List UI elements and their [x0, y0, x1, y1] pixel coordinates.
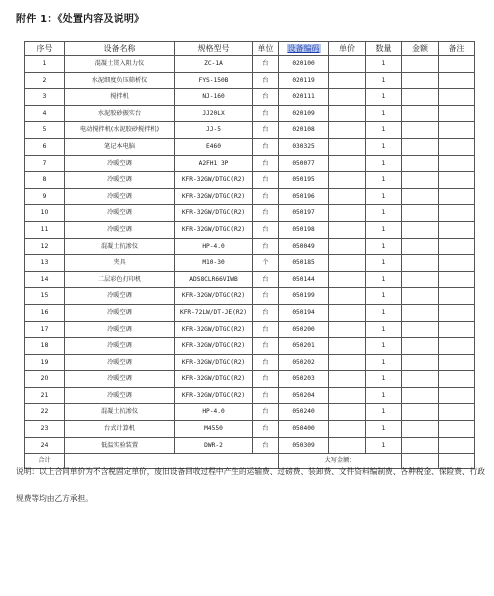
- cell-index: 18: [25, 338, 65, 355]
- cell-model: HP-4.0: [175, 238, 253, 255]
- cell-quantity: 1: [366, 371, 402, 388]
- cell-index: 10: [25, 205, 65, 222]
- cell-quantity: 1: [366, 138, 402, 155]
- cell-unit: 台: [253, 338, 279, 355]
- cell-model: KFR-32GW/DTGC(R2): [175, 221, 253, 238]
- cell-remarks: [439, 205, 475, 222]
- cell-quantity: 1: [366, 321, 402, 338]
- cell-amount: [402, 387, 439, 404]
- cell-device-code: 050195: [279, 172, 329, 189]
- table-row: [25, 122, 475, 139]
- cell-device-name: 冷暖空调: [65, 221, 175, 238]
- cell-model: ZC-1A: [175, 56, 253, 73]
- cell-device-code: 050144: [279, 271, 329, 288]
- cell-device-code: 050400: [279, 421, 329, 438]
- cell-unit: 台: [253, 421, 279, 438]
- total-amount-text: 大写金额：: [279, 454, 402, 469]
- cell-device-code: 050201: [279, 338, 329, 355]
- cell-unit: 台: [253, 387, 279, 404]
- cell-index: 14: [25, 271, 65, 288]
- cell-model: KFR-32GW/DTGC(R2): [175, 321, 253, 338]
- cell-device-code: 050240: [279, 404, 329, 421]
- cell-unit-price: [329, 238, 366, 255]
- attachment-heading: 附件 1：《处置内容及说明》: [16, 14, 145, 25]
- cell-quantity: 1: [366, 437, 402, 454]
- cell-unit: 台: [253, 238, 279, 255]
- cell-model: KFR-32GW/DTGC(R2): [175, 371, 253, 388]
- header-quantity: 数量: [366, 42, 402, 56]
- cell-index: 21: [25, 387, 65, 404]
- cell-unit: 台: [253, 105, 279, 122]
- cell-amount: [402, 288, 439, 305]
- cell-model: KFR-32GW/DTGC(R2): [175, 387, 253, 404]
- cell-amount: [402, 221, 439, 238]
- cell-index: 6: [25, 138, 65, 155]
- cell-unit-price: [329, 138, 366, 155]
- cell-quantity: 1: [366, 221, 402, 238]
- cell-quantity: 1: [366, 404, 402, 421]
- cell-amount: [402, 188, 439, 205]
- cell-remarks: [439, 304, 475, 321]
- table-row: [25, 238, 475, 255]
- cell-amount: [402, 105, 439, 122]
- cell-remarks: [439, 56, 475, 73]
- cell-unit: 台: [253, 138, 279, 155]
- cell-device-name: 水泥胶砂振实台: [65, 105, 175, 122]
- header-amount: 金额: [402, 42, 439, 56]
- cell-unit: 台: [253, 56, 279, 73]
- cell-amount: [402, 321, 439, 338]
- cell-unit: 台: [253, 304, 279, 321]
- header-device-code: [279, 42, 329, 56]
- cell-amount: [402, 155, 439, 172]
- cell-device-name: 冷暖空调: [65, 155, 175, 172]
- cell-remarks: [439, 271, 475, 288]
- cell-unit: 台: [253, 321, 279, 338]
- cell-amount: [402, 138, 439, 155]
- cell-unit-price: [329, 371, 366, 388]
- cell-amount: [402, 172, 439, 189]
- cell-device-code: 020108: [279, 122, 329, 139]
- cell-index: 11: [25, 221, 65, 238]
- cell-remarks: [439, 172, 475, 189]
- cell-quantity: 1: [366, 89, 402, 106]
- cell-index: 22: [25, 404, 65, 421]
- cell-index: 13: [25, 255, 65, 272]
- cell-remarks: [439, 321, 475, 338]
- cell-quantity: 1: [366, 105, 402, 122]
- table-row: [25, 354, 475, 371]
- header-remarks: 备注: [439, 42, 475, 56]
- table-row: [25, 371, 475, 388]
- cell-unit: 台: [253, 354, 279, 371]
- header-device-code-text: 设备编码: [287, 44, 320, 53]
- cell-device-name: 搅拌机: [65, 89, 175, 106]
- cell-device-name: 冷暖空调: [65, 387, 175, 404]
- cell-model: NJ-160: [175, 89, 253, 106]
- cell-amount: [402, 271, 439, 288]
- cell-device-code: 050194: [279, 304, 329, 321]
- cell-quantity: 1: [366, 421, 402, 438]
- cell-quantity: 1: [366, 72, 402, 89]
- cell-model: JJ20LX: [175, 105, 253, 122]
- cell-device-name: 电动搅拌机(水泥胶砂搅拌机): [65, 122, 175, 139]
- table-row: [25, 304, 475, 321]
- cell-unit: 台: [253, 172, 279, 189]
- cell-device-code: 050202: [279, 354, 329, 371]
- cell-model: KFR-72LW/DT-JE(R2): [175, 304, 253, 321]
- table-row: [25, 437, 475, 454]
- cell-quantity: 1: [366, 354, 402, 371]
- cell-unit-price: [329, 205, 366, 222]
- table-row: [25, 221, 475, 238]
- cell-amount: [402, 238, 439, 255]
- cell-unit-price: [329, 421, 366, 438]
- table-row: [25, 271, 475, 288]
- cell-unit-price: [329, 437, 366, 454]
- cell-unit-price: [329, 338, 366, 355]
- cell-quantity: 1: [366, 172, 402, 189]
- cell-amount: [402, 437, 439, 454]
- cell-amount: [402, 122, 439, 139]
- cell-model: KFR-32GW/DTGC(R2): [175, 188, 253, 205]
- cell-device-name: 冷暖空调: [65, 205, 175, 222]
- cell-unit: 台: [253, 404, 279, 421]
- cell-index: 4: [25, 105, 65, 122]
- cell-amount: [402, 421, 439, 438]
- cell-remarks: [439, 421, 475, 438]
- table-row: [25, 155, 475, 172]
- cell-remarks: [439, 338, 475, 355]
- cell-quantity: 1: [366, 304, 402, 321]
- cell-device-code: 050077: [279, 155, 329, 172]
- cell-model: KFR-32GW/DTGC(R2): [175, 338, 253, 355]
- cell-unit: 台: [253, 155, 279, 172]
- cell-quantity: 1: [366, 155, 402, 172]
- cell-unit-price: [329, 387, 366, 404]
- cell-amount: [402, 89, 439, 106]
- table-row: [25, 205, 475, 222]
- table-row: [25, 338, 475, 355]
- cell-remarks: [439, 105, 475, 122]
- table-row: [25, 89, 475, 106]
- cell-model: M10-30: [175, 255, 253, 272]
- cell-amount: [402, 56, 439, 73]
- cell-device-code: 020111: [279, 89, 329, 106]
- cell-unit: 台: [253, 221, 279, 238]
- cell-model: KFR-32GW/DTGC(R2): [175, 288, 253, 305]
- cell-unit: 台: [253, 122, 279, 139]
- cell-index: 5: [25, 122, 65, 139]
- cell-remarks: [439, 354, 475, 371]
- table-row: [25, 172, 475, 189]
- cell-device-code: 020100: [279, 56, 329, 73]
- cell-index: 20: [25, 371, 65, 388]
- cell-unit-price: [329, 89, 366, 106]
- cell-remarks: [439, 255, 475, 272]
- cell-device-name: 笔记本电脑: [65, 138, 175, 155]
- cell-amount: [402, 354, 439, 371]
- cell-device-code: 050309: [279, 437, 329, 454]
- explanation-note: 说明：以上合同单价为不含税固定单价，废旧设备回收过程中产生的运输费、过磅费、装卸费、文件资料编制费、各种税金、保险费、行政规费等均由乙方承担。: [16, 467, 485, 503]
- cell-device-name: 低温实验装置: [65, 437, 175, 454]
- cell-amount: [402, 338, 439, 355]
- cell-amount: [402, 404, 439, 421]
- cell-unit-price: [329, 105, 366, 122]
- cell-unit: 台: [253, 72, 279, 89]
- cell-index: 2: [25, 72, 65, 89]
- cell-remarks: [439, 155, 475, 172]
- cell-unit-price: [329, 304, 366, 321]
- cell-model: M4550: [175, 421, 253, 438]
- table-row: [25, 72, 475, 89]
- cell-unit-price: [329, 255, 366, 272]
- cell-unit-price: [329, 172, 366, 189]
- cell-index: 12: [25, 238, 65, 255]
- cell-index: 17: [25, 321, 65, 338]
- cell-device-code: 050198: [279, 221, 329, 238]
- cell-amount: [402, 304, 439, 321]
- header-unit: 单位: [253, 42, 279, 56]
- cell-index: 19: [25, 354, 65, 371]
- table-row: [25, 255, 475, 272]
- cell-quantity: 1: [366, 387, 402, 404]
- cell-amount: [402, 255, 439, 272]
- cell-index: 9: [25, 188, 65, 205]
- cell-quantity: 1: [366, 238, 402, 255]
- cell-quantity: 1: [366, 122, 402, 139]
- cell-device-name: 水泥细度负压筛析仪: [65, 72, 175, 89]
- cell-device-name: 冷暖空调: [65, 188, 175, 205]
- cell-device-name: 冷暖空调: [65, 172, 175, 189]
- header-model: 规格型号: [175, 42, 253, 56]
- cell-device-code: 050185: [279, 255, 329, 272]
- cell-remarks: [439, 238, 475, 255]
- cell-device-name: 混凝土贯入阻力仪: [65, 56, 175, 73]
- cell-unit-price: [329, 271, 366, 288]
- cell-remarks: [439, 138, 475, 155]
- table-row: [25, 56, 475, 73]
- cell-index: 16: [25, 304, 65, 321]
- cell-unit-price: [329, 155, 366, 172]
- cell-index: 8: [25, 172, 65, 189]
- cell-quantity: 1: [366, 56, 402, 73]
- cell-unit: 台: [253, 89, 279, 106]
- cell-device-code: 050204: [279, 387, 329, 404]
- cell-model: FYS-150B: [175, 72, 253, 89]
- cell-model: JJ-5: [175, 122, 253, 139]
- cell-unit-price: [329, 122, 366, 139]
- cell-unit: 台: [253, 271, 279, 288]
- cell-model: KFR-32GW/DTGC(R2): [175, 354, 253, 371]
- cell-device-name: 冷暖空调: [65, 338, 175, 355]
- cell-unit-price: [329, 72, 366, 89]
- table-header-row: [25, 42, 475, 56]
- table-row: [25, 288, 475, 305]
- disposal-table: [24, 41, 475, 469]
- cell-device-code: 050203: [279, 371, 329, 388]
- cell-remarks: [439, 188, 475, 205]
- cell-quantity: 1: [366, 271, 402, 288]
- cell-remarks: [439, 387, 475, 404]
- cell-remarks: [439, 72, 475, 89]
- table-row: [25, 387, 475, 404]
- cell-device-code: 050049: [279, 238, 329, 255]
- cell-index: 1: [25, 56, 65, 73]
- cell-device-code: 050199: [279, 288, 329, 305]
- cell-index: 7: [25, 155, 65, 172]
- cell-unit: 台: [253, 188, 279, 205]
- cell-remarks: [439, 89, 475, 106]
- cell-model: KFR-32GW/DTGC(R2): [175, 205, 253, 222]
- cell-quantity: 1: [366, 338, 402, 355]
- cell-remarks: [439, 404, 475, 421]
- cell-unit: 台: [253, 288, 279, 305]
- cell-unit-price: [329, 354, 366, 371]
- table-row: [25, 188, 475, 205]
- cell-remarks: [439, 288, 475, 305]
- cell-device-name: 冷暖空调: [65, 288, 175, 305]
- cell-unit-price: [329, 56, 366, 73]
- header-unit-price: 单价: [329, 42, 366, 56]
- cell-unit: 个: [253, 255, 279, 272]
- cell-unit-price: [329, 221, 366, 238]
- cell-quantity: 1: [366, 288, 402, 305]
- cell-device-name: 台式计算机: [65, 421, 175, 438]
- cell-index: 24: [25, 437, 65, 454]
- cell-device-name: 二层彩色打印机: [65, 271, 175, 288]
- cell-device-name: 冷暖空调: [65, 304, 175, 321]
- cell-model: E460: [175, 138, 253, 155]
- cell-quantity: 1: [366, 205, 402, 222]
- cell-device-code: 050200: [279, 321, 329, 338]
- cell-unit: 台: [253, 371, 279, 388]
- table-row: [25, 138, 475, 155]
- cell-index: 23: [25, 421, 65, 438]
- cell-amount: [402, 72, 439, 89]
- cell-device-name: 冷暖空调: [65, 371, 175, 388]
- cell-unit-price: [329, 321, 366, 338]
- cell-device-code: 020119: [279, 72, 329, 89]
- cell-device-name: 冷暖空调: [65, 354, 175, 371]
- cell-model: A2FH1 3P: [175, 155, 253, 172]
- cell-model: HP-4.0: [175, 404, 253, 421]
- cell-device-name: 混凝土抗渗仪: [65, 404, 175, 421]
- cell-amount: [402, 205, 439, 222]
- cell-quantity: 1: [366, 255, 402, 272]
- cell-index: 3: [25, 89, 65, 106]
- cell-device-name: 夹具: [65, 255, 175, 272]
- header-index: 序号: [25, 42, 65, 56]
- cell-device-code: 020109: [279, 105, 329, 122]
- cell-remarks: [439, 437, 475, 454]
- cell-device-code: 050196: [279, 188, 329, 205]
- cell-unit-price: [329, 188, 366, 205]
- cell-device-name: 冷暖空调: [65, 321, 175, 338]
- cell-unit: 台: [253, 205, 279, 222]
- cell-model: ADS8CLR66VIWB: [175, 271, 253, 288]
- table-row: [25, 404, 475, 421]
- cell-model: DWR-2: [175, 437, 253, 454]
- cell-device-code: 030325: [279, 138, 329, 155]
- cell-index: 15: [25, 288, 65, 305]
- cell-amount: [402, 371, 439, 388]
- table-row: [25, 105, 475, 122]
- table-row: [25, 321, 475, 338]
- cell-device-code: 050197: [279, 205, 329, 222]
- cell-remarks: [439, 122, 475, 139]
- cell-remarks: [439, 221, 475, 238]
- table-row: [25, 421, 475, 438]
- cell-unit: 台: [253, 437, 279, 454]
- cell-remarks: [439, 371, 475, 388]
- cell-unit-price: [329, 404, 366, 421]
- cell-unit-price: [329, 288, 366, 305]
- cell-model: KFR-32GW/DTGC(R2): [175, 172, 253, 189]
- total-label: 合计: [25, 454, 65, 469]
- cell-device-name: 混凝土抗渗仪: [65, 238, 175, 255]
- header-device-name: 设备名称: [65, 42, 175, 56]
- cell-quantity: 1: [366, 188, 402, 205]
